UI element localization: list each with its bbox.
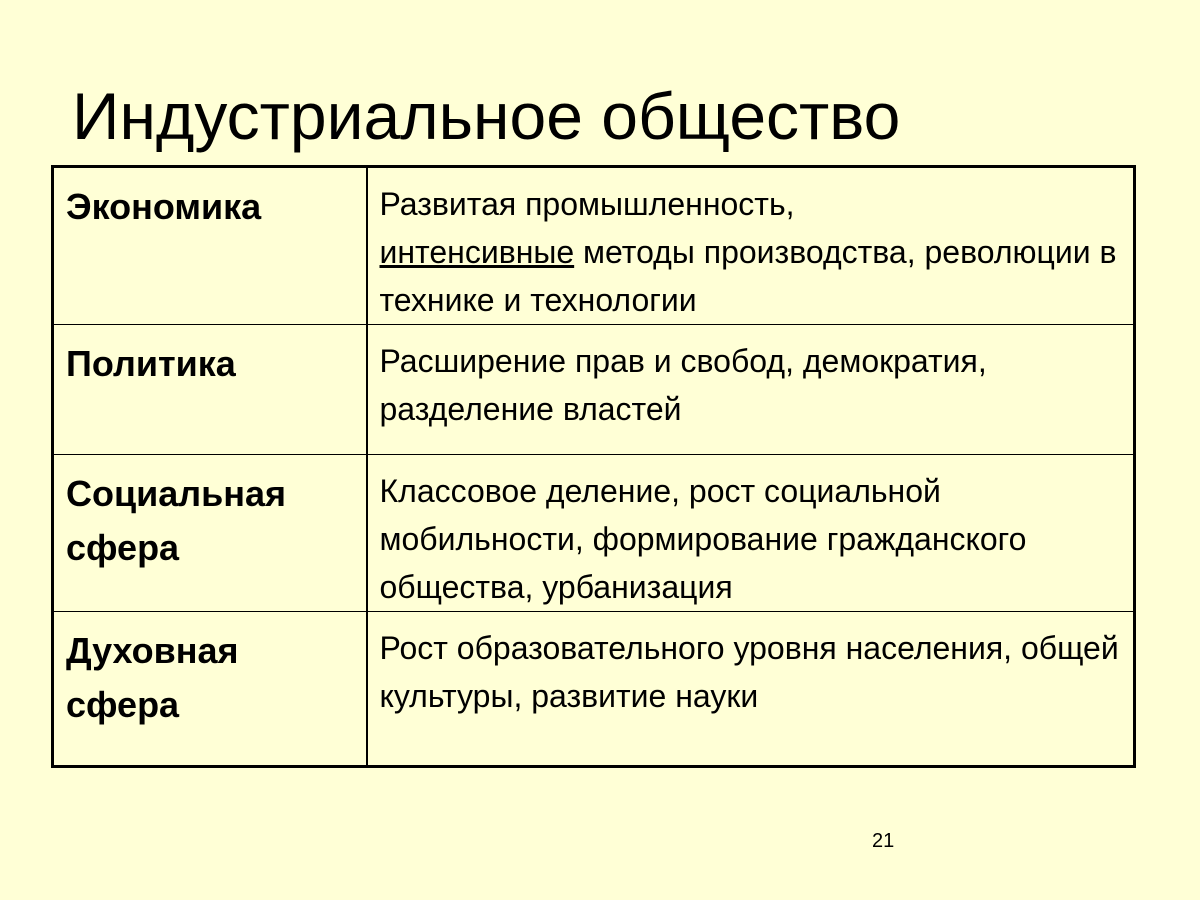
table-row-economy: [53, 167, 1135, 325]
row-description: Классовое деление, рост социальной мобильности, формирование гражданского общества, урбанизация: [367, 455, 1135, 612]
table-row-politics: [53, 325, 1135, 455]
row-description: [367, 167, 1135, 325]
row-term: Духовная сфера: [53, 612, 367, 767]
desc-underlined-word: интенсивные: [379, 234, 575, 270]
row-term: Социальная сфера: [53, 455, 367, 612]
desc-text-start: Развитая промышленность,: [379, 186, 795, 222]
row-description: Рост образовательного уровня населения, общей культуры, развитие науки: [367, 612, 1135, 767]
row-term: Экономика: [53, 167, 367, 325]
table-row-social: [53, 455, 1135, 612]
slide-title: Индустриальное общество: [72, 79, 901, 153]
characteristics-table: [51, 165, 1136, 768]
table-row-spiritual: [53, 612, 1135, 767]
row-term: Политика: [53, 325, 367, 455]
row-description: Расширение прав и свобод, демократия, разделение властей: [367, 325, 1135, 455]
page-number: 21: [872, 830, 895, 852]
desc-text-end: методы производства, революции в технике и технологии: [379, 234, 1117, 318]
